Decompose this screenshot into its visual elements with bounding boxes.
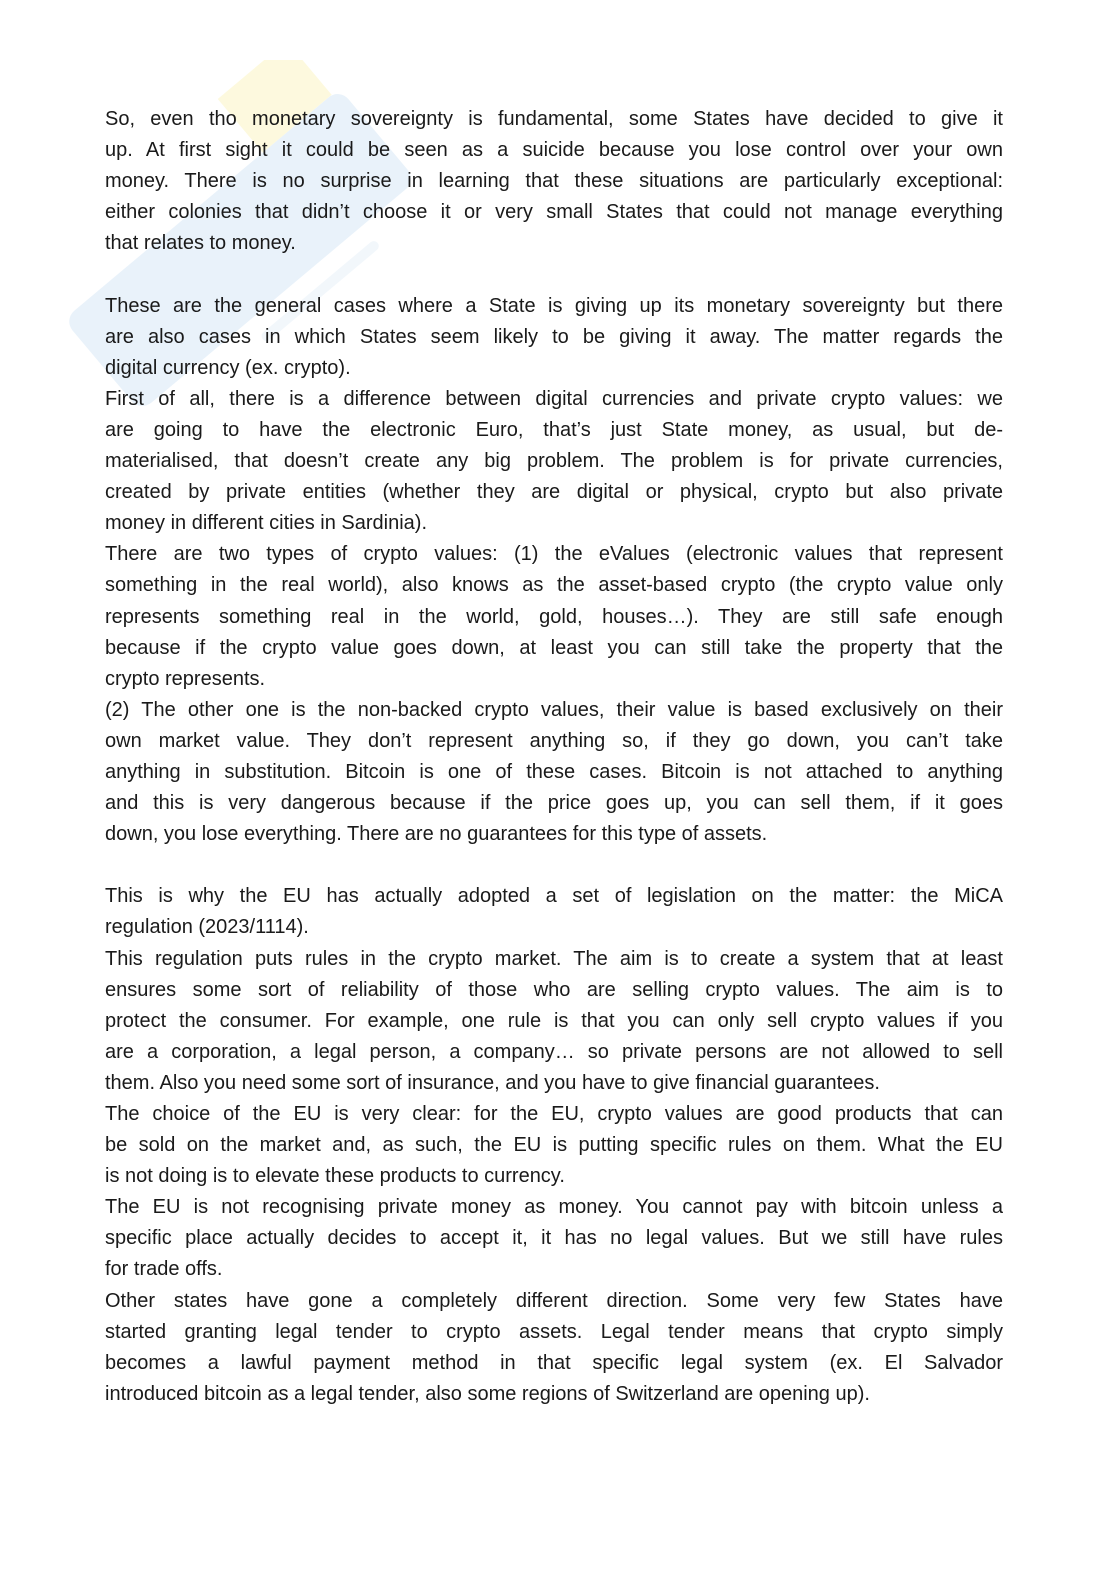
text-line: represents something real in the world, gold, houses…). They are still safe enough — [105, 605, 1003, 628]
document-body — [105, 104, 1003, 1410]
paragraph — [105, 539, 1003, 694]
paragraph — [105, 104, 1003, 259]
text-line: These are the general cases where a State is giving up its monetary sovereignty but there — [105, 294, 1003, 317]
text-line: There are two types of crypto values: (1) the eValues (electronic values that represent — [105, 543, 1003, 566]
text-line: them. Also you need some sort of insurance, and you have to give financial guarantees. — [105, 1071, 880, 1094]
paragraph-spacer — [105, 850, 1003, 881]
text-line: crypto represents. — [105, 667, 266, 690]
text-line: money. There is no surprise in learning that these situations are particularly exceptional: — [105, 170, 1003, 193]
text-line: The EU is not recognising private money as money. You cannot pay with bitcoin unless a — [105, 1196, 1003, 1219]
text-line: that relates to money. — [105, 232, 296, 255]
text-line: digital currency (ex. crypto). — [105, 356, 351, 379]
text-line: either colonies that didn’t choose it or very small States that could not manage everything — [105, 201, 1003, 224]
text-line: protect the consumer. For example, one rule is that you can only sell crypto values if you — [105, 1009, 1003, 1032]
text-line: is not doing is to elevate these products to currency. — [105, 1165, 565, 1188]
paragraph — [105, 1192, 1003, 1285]
text-line: be sold on the market and, as such, the EU is putting specific rules on them. What the EU — [105, 1134, 1003, 1157]
text-line: This is why the EU has actually adopted a set of legislation on the matter: the MiCA — [105, 885, 1003, 908]
paragraph — [105, 384, 1003, 539]
paragraph-spacer — [105, 259, 1003, 290]
paragraph — [105, 695, 1003, 850]
text-line: down, you lose everything. There are no guarantees for this type of assets. — [105, 823, 768, 846]
text-line: money in different cities in Sardinia). — [105, 512, 428, 535]
text-line: So, even tho monetary sovereignty is fundamental, some States have decided to give it — [105, 108, 1003, 130]
text-line: Other states have gone a completely different direction. Some very few States have — [105, 1289, 1003, 1312]
text-line: specific place actually decides to accept it, it has no legal values. But we still have rules — [105, 1227, 1003, 1250]
text-line: (2) The other one is the non-backed crypto values, their value is based exclusively on their — [105, 698, 1003, 721]
paragraph — [105, 1099, 1003, 1192]
paragraph — [105, 291, 1003, 384]
text-line: are a corporation, a legal person, a company… so private persons are not allowed to sell — [105, 1040, 1003, 1063]
text-line: First of all, there is a difference between digital currencies and private crypto values: we — [105, 387, 1003, 410]
text-line: and this is very dangerous because if the price goes up, you can sell them, if it goes — [105, 792, 1003, 815]
text-line: are going to have the electronic Euro, that’s just State money, as usual, but de- — [105, 418, 1003, 441]
text-line: up. At first sight it could be seen as a suicide because you lose control over your own — [105, 139, 1003, 162]
text-line: are also cases in which States seem likely to be giving it away. The matter regards the — [105, 325, 1003, 348]
text-line: because if the crypto value goes down, at least you can still take the property that the — [105, 636, 1003, 659]
text-line: ensures some sort of reliability of those who are selling crypto values. The aim is to — [105, 978, 1003, 1001]
text-line: becomes a lawful payment method in that specific legal system (ex. El Salvador — [105, 1351, 1003, 1374]
paragraph — [105, 944, 1003, 1099]
text-line: created by private entities (whether they are digital or physical, crypto but also private — [105, 481, 1003, 504]
text-line: The choice of the EU is very clear: for the EU, crypto values are good products that can — [105, 1103, 1003, 1125]
text-line: materialised, that doesn’t create any big problem. The problem is for private currencies, — [105, 450, 1003, 473]
text-line: started granting legal tender to crypto assets. Legal tender means that crypto simply — [105, 1320, 1003, 1343]
text-line: introduced bitcoin as a legal tender, also some regions of Switzerland are opening up). — [105, 1382, 870, 1405]
text-line: anything in substitution. Bitcoin is one of these cases. Bitcoin is not attached to anything — [105, 760, 1003, 783]
text-line: This regulation puts rules in the crypto market. The aim is to create a system that at least — [105, 947, 1003, 970]
text-line: for trade offs. — [105, 1258, 223, 1281]
paragraph — [105, 881, 1003, 943]
text-line: own market value. They don’t represent anything so, if they go down, you can’t take — [105, 729, 1003, 752]
text-line: something in the real world), also knows as the asset-based crypto (the crypto value only — [105, 574, 1003, 597]
text-line: regulation (2023/1114). — [105, 916, 309, 939]
paragraph — [105, 1286, 1003, 1410]
